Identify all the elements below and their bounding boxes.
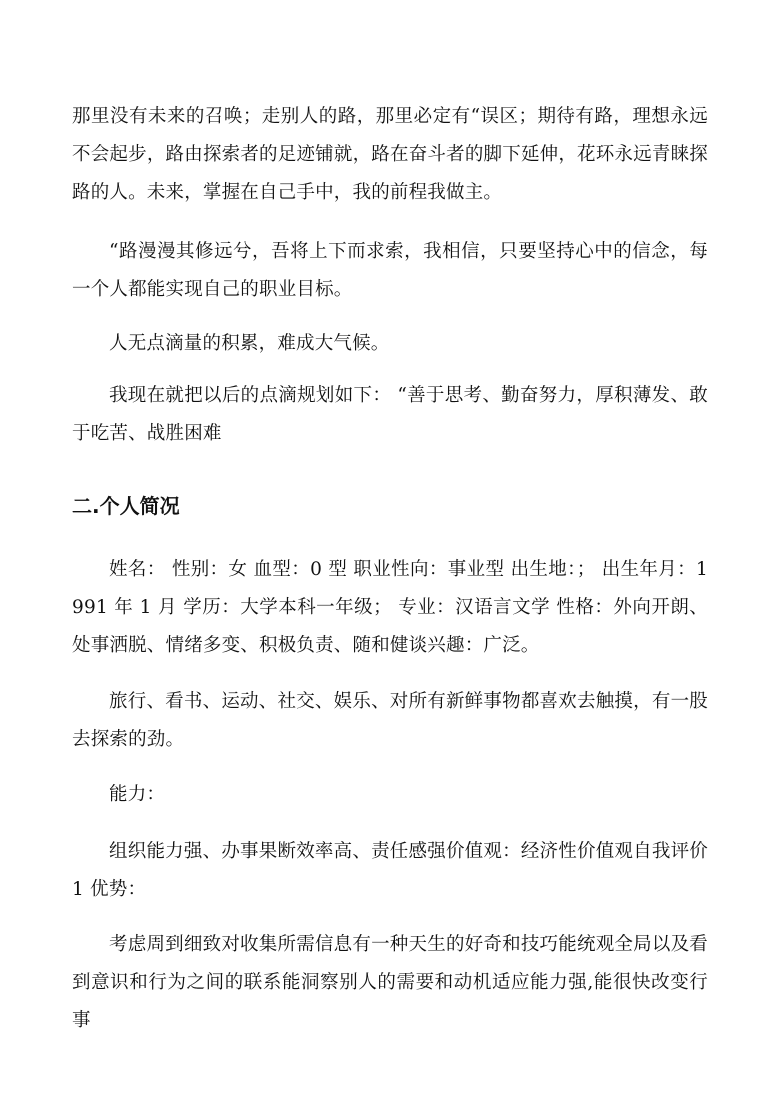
- paragraph-ability-values: 组织能力强、办事果断效率高、责任感强价值观：经济性价值观自我评价 1 优势：: [72, 841, 708, 900]
- paragraph-personal-info: 姓名： 性别：女 血型：0 型 职业性向：事业型 出生地：； 出生年月：1991 年 1 月 学历：大学本科一年级； 专业：汉语言文学 性格：外向开朗、处事洒脱、情绪多变、积极负责、随和健谈兴趣：广泛。: [72, 559, 708, 656]
- paragraph-hobbies: 旅行、看书、运动、社交、娱乐、对所有新鲜事物都喜欢去触摸，有一股去探索的劲。: [72, 691, 708, 750]
- paragraph-ability-label: 能力：: [109, 784, 166, 805]
- paragraph-future-path: 那里没有未来的召唤；走别人的路，那里必定有“误区；期待有路，理想永远不会起步，路由探索者的足迹铺就，路在奋斗者的脚下延伸，花环永远青睐探路的人。未来，掌握在自己手中，我的前程我做主。: [72, 106, 708, 203]
- section-heading-personal-profile: 二.个人简况: [72, 494, 180, 518]
- paragraph-strengths: 考虑周到细致对收集所需信息有一种天生的好奇和技巧能统观全局以及看到意识和行为之间的联系能洞察别人的需要和动机适应能力强,能很快改变行事: [72, 934, 708, 1031]
- paragraph-plan-intro: 我现在就把以后的点滴规划如下： “善于思考、勤奋努力，厚积薄发、敢于吃苦、战胜困难: [72, 385, 708, 444]
- paragraph-accumulation: 人无点滴量的积累，难成大气候。: [109, 333, 390, 354]
- paragraph-quote-seeking: “路漫漫其修远兮，吾将上下而求索，我相信，只要坚持心中的信念，每一个人都能实现自己的职业目标。: [72, 241, 708, 300]
